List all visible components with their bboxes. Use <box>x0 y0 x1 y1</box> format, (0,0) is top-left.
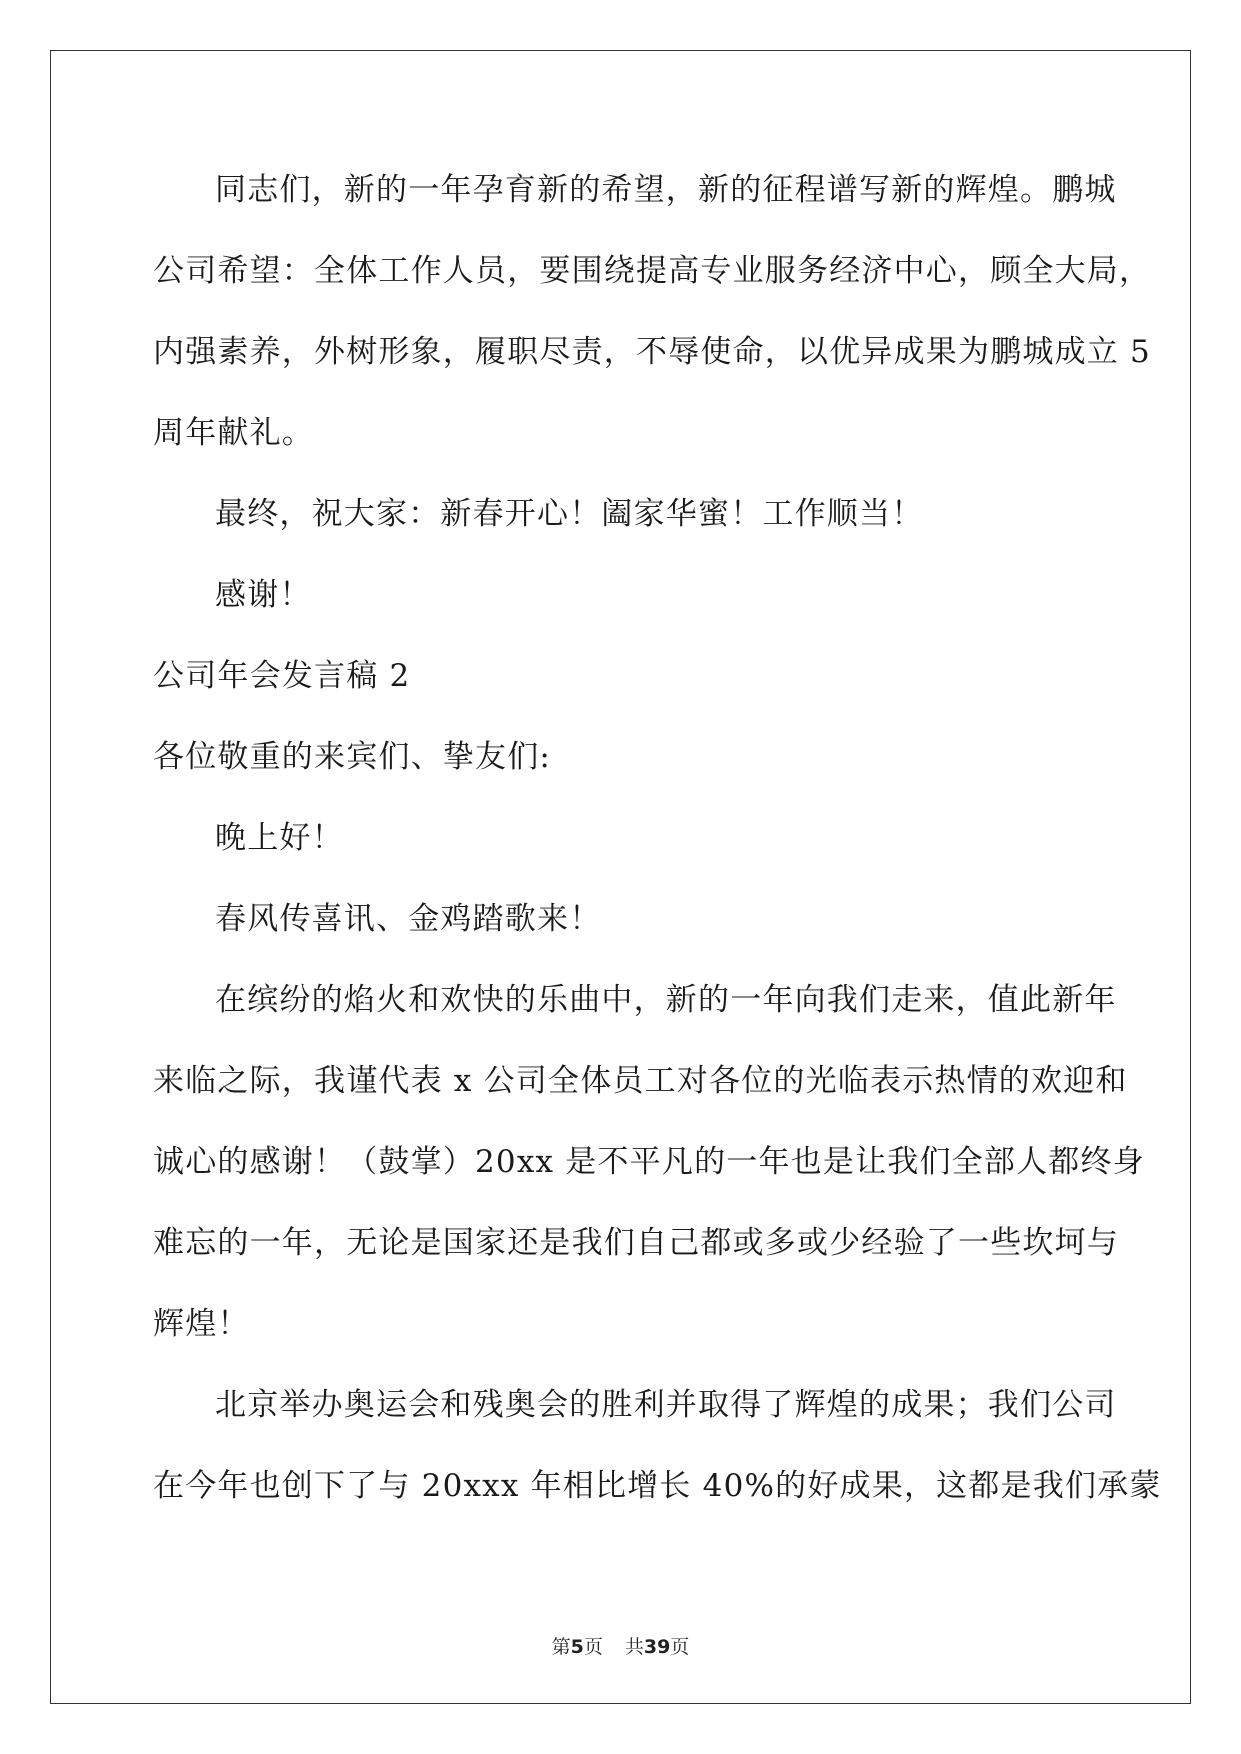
paragraph-line: 在缤纷的焰火和欢快的乐曲中，新的一年向我们走来，值此新年 <box>215 982 1117 1018</box>
document-body <box>153 150 1162 1527</box>
total-suffix: 页 <box>670 1636 690 1658</box>
paragraph-line: 感谢！ <box>215 577 312 613</box>
paragraph-line: 难忘的一年，无论是国家还是我们自己都或多或少经验了一些坎坷与 <box>153 1225 1119 1261</box>
paragraph-line: 同志们，新的一年孕育新的希望，新的征程谱写新的辉煌。鹏城 <box>215 172 1117 208</box>
page-prefix: 第 <box>551 1636 571 1658</box>
paragraph-line: 晚上好！ <box>215 820 344 856</box>
paragraph-line: 最终，祝大家：新春开心！阖家华蜜！工作顺当！ <box>215 496 924 532</box>
paragraph-line: 公司希望：全体工作人员，要围绕提高专业服务经济中心，顾全大局， <box>153 253 1152 289</box>
paragraph-line: 辉煌！ <box>153 1306 250 1342</box>
total-pages: 39 <box>643 1636 671 1658</box>
paragraph-line: 来临之际，我谨代表 x 公司全体员工对各位的光临表示热情的欢迎和 <box>153 1063 1128 1099</box>
paragraph-line: 内强素养，外树形象，履职尽责，不辱使命，以优异成果为鹏城成立 5 <box>153 334 1151 370</box>
salutation: 各位敬重的来宾们、挚友们: <box>153 739 552 775</box>
page-number: 5 <box>570 1636 584 1658</box>
paragraph-line: 周年献礼。 <box>153 415 314 451</box>
paragraph-line: 在今年也创下了与 20xxx 年相比增长 40%的好成果，这都是我们承蒙 <box>153 1468 1162 1504</box>
total-prefix: 共 <box>624 1636 644 1658</box>
paragraph-line: 诚心的感谢！（鼓掌）20xx 是不平凡的一年也是让我们全部人都终身 <box>153 1144 1145 1180</box>
page-suffix: 页 <box>583 1636 603 1658</box>
paragraph-line: 北京举办奥运会和残奥会的胜利并取得了辉煌的成果；我们公司 <box>215 1387 1117 1423</box>
page-footer <box>0 1632 1241 1659</box>
section-title: 公司年会发言稿 2 <box>153 658 411 694</box>
paragraph-line: 春风传喜讯、金鸡踏歌来！ <box>215 901 602 937</box>
